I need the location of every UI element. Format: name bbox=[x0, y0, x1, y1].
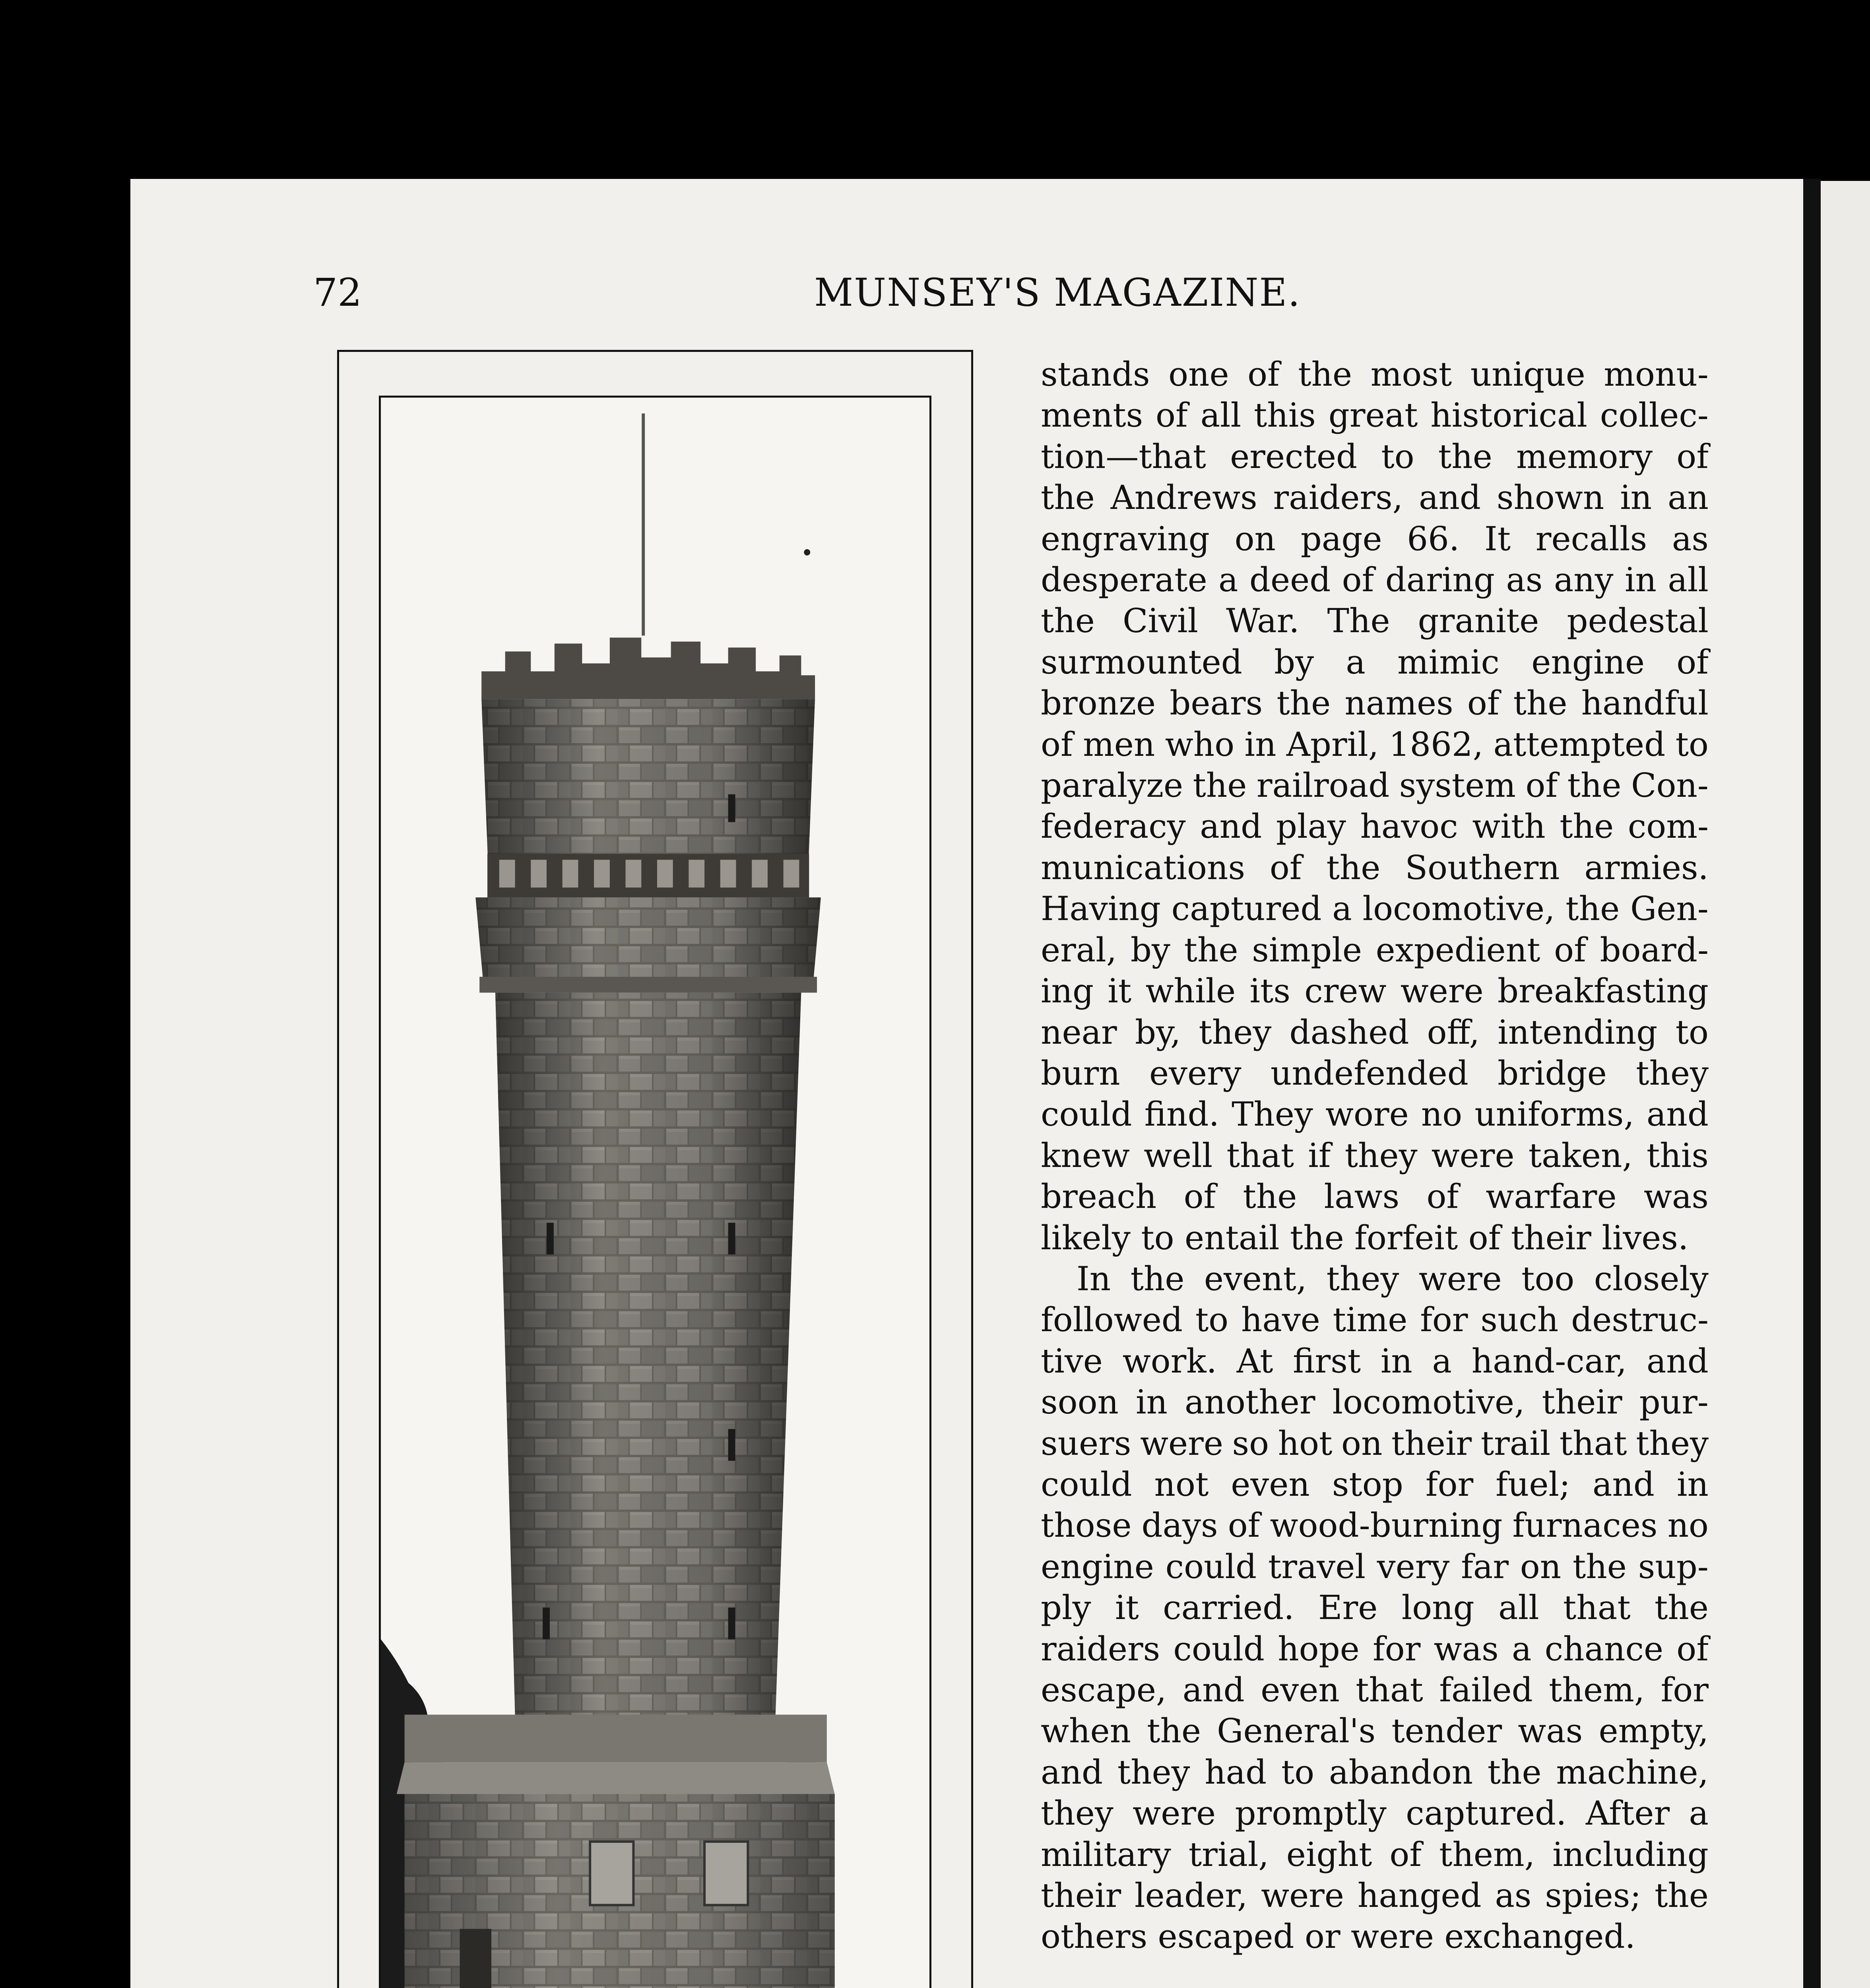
text-line: the Andrews raiders, and shown in an bbox=[1041, 478, 1709, 517]
paragraph-andrews-raiders bbox=[1041, 354, 1709, 1258]
text-line: In the event, they were too closely bbox=[1077, 1259, 1709, 1298]
text-line: Having captured a locomotive, the Gen- bbox=[1041, 889, 1709, 928]
text-line: military trial, eight of them, including bbox=[1041, 1835, 1709, 1874]
text-line: those days of wood-burning furnaces no bbox=[1041, 1506, 1709, 1545]
text-line: knew well that if they were taken, this bbox=[1041, 1136, 1709, 1175]
text-line: federacy and play havoc with the com- bbox=[1041, 807, 1709, 846]
tower-illustration bbox=[381, 398, 929, 1988]
text-line: followed to have time for such destruc- bbox=[1041, 1301, 1709, 1340]
text-line: the Civil War. The granite pedestal bbox=[1041, 602, 1709, 641]
section-subheading bbox=[1041, 1970, 1709, 1988]
text-line: desperate a deed of daring as any in all bbox=[1041, 561, 1709, 600]
next-page-edge bbox=[1821, 181, 1870, 1988]
text-line: could not even stop for fuel; and in bbox=[1041, 1465, 1709, 1504]
magazine-page bbox=[130, 179, 1803, 1988]
text-line: ply it carried. Ere long all that the bbox=[1041, 1588, 1709, 1627]
text-line: munications of the Southern armies. bbox=[1041, 848, 1709, 887]
text-line: ing it while its crew were breakfasting bbox=[1041, 972, 1709, 1011]
text-line: suers were so hot on their trail that they bbox=[1041, 1424, 1709, 1463]
text-line: eral, by the simple expedient of board- bbox=[1041, 930, 1709, 969]
text-line: stands one of the most unique monu- bbox=[1041, 355, 1709, 394]
text-line: burn every undefended bridge they bbox=[1041, 1054, 1709, 1093]
text-line: raiders could hope for was a chance of bbox=[1041, 1629, 1709, 1668]
text-line: others escaped or were exchanged. bbox=[1041, 1917, 1635, 1956]
text-line: escape, and even that failed them, for bbox=[1041, 1671, 1709, 1709]
text-line: when the General's tender was empty, bbox=[1041, 1712, 1709, 1751]
text-line: engine could travel very far on the sup- bbox=[1041, 1547, 1709, 1586]
book-spine bbox=[1803, 179, 1821, 1988]
text-line: surmounted by a mimic engine of bbox=[1041, 643, 1709, 681]
text-line: tion—that erected to the memory of bbox=[1041, 437, 1709, 476]
page-number: 72 bbox=[313, 270, 362, 315]
paragraph-the-event bbox=[1041, 1258, 1709, 1957]
text-line: and they had to abandon the machine, bbox=[1041, 1753, 1709, 1792]
text-line: soon in another locomotive, their pur- bbox=[1041, 1383, 1709, 1422]
running-header: MUNSEY'S MAGAZINE. bbox=[814, 270, 1301, 315]
text-line: breach of the laws of warfare was bbox=[1041, 1177, 1709, 1216]
text-line: likely to entail the forfeit of their lives. bbox=[1041, 1218, 1689, 1257]
text-line: paralyze the railroad system of the Con- bbox=[1041, 766, 1709, 805]
right-column-text bbox=[1041, 354, 1709, 1988]
text-line: could find. They wore no uniforms, and bbox=[1041, 1095, 1709, 1134]
text-line: of men who in April, 1862, attempted to bbox=[1041, 725, 1709, 764]
text-line: near by, they dashed off, intending to bbox=[1041, 1013, 1709, 1052]
text-line: ments of all this great historical collec- bbox=[1041, 396, 1709, 435]
tower-photograph bbox=[379, 396, 931, 1988]
text-line: engraving on page 66. It recalls as bbox=[1041, 519, 1709, 558]
text-line: they were promptly captured. After a bbox=[1041, 1794, 1709, 1833]
text-line: their leader, were hanged as spies; the bbox=[1041, 1876, 1709, 1915]
text-line: bronze bears the names of the handful bbox=[1041, 684, 1709, 723]
figure-frame bbox=[337, 350, 973, 1988]
text-line: tive work. At first in a hand-car, and bbox=[1041, 1342, 1709, 1380]
